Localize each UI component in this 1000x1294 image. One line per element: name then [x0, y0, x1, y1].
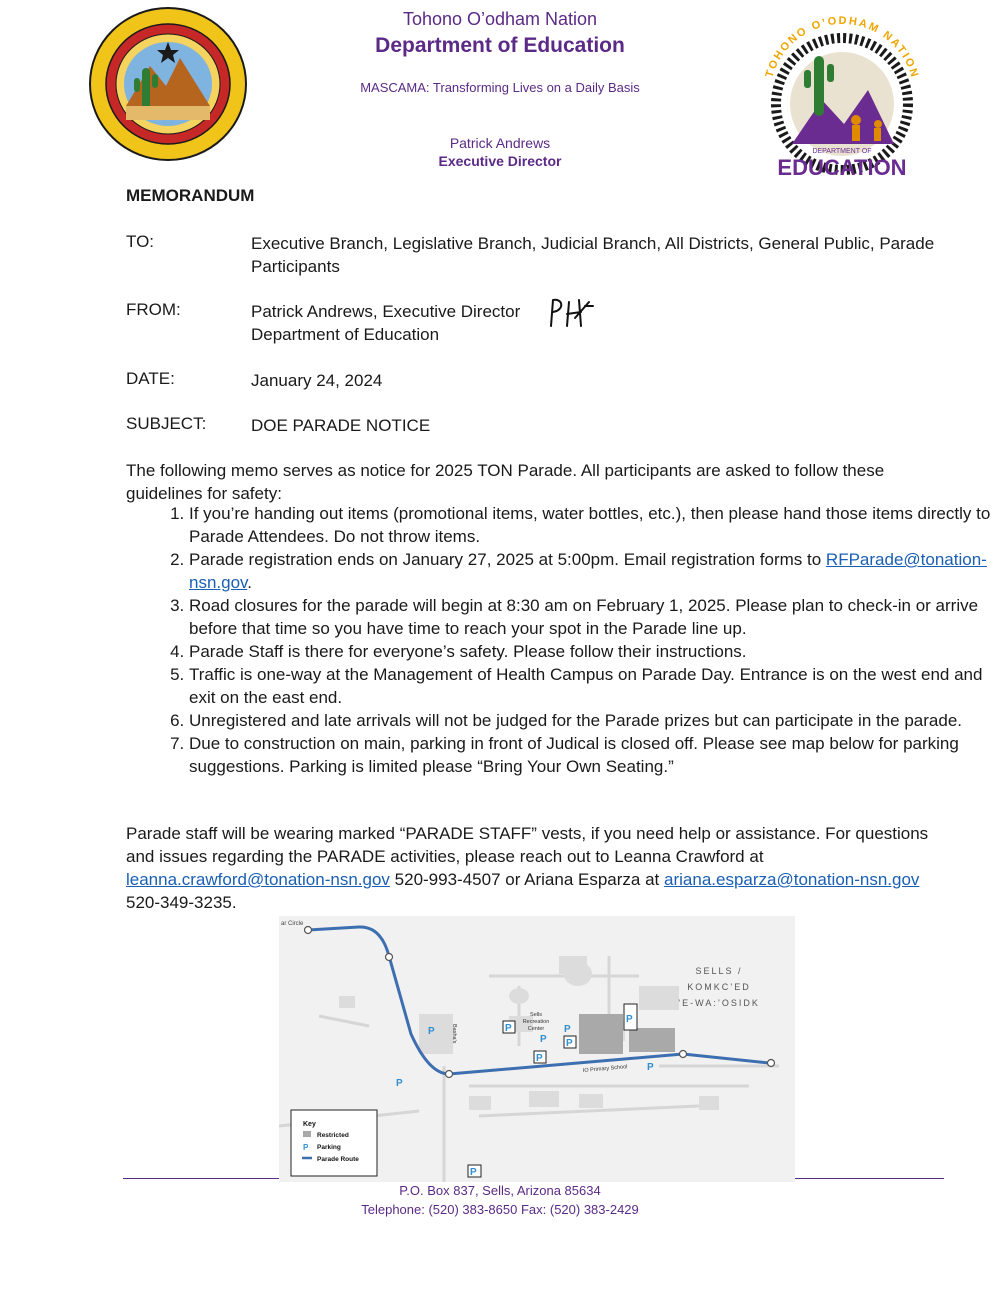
parking-marker: P	[396, 1078, 403, 1089]
logo-big-text: EDUCATION	[777, 155, 907, 179]
registration-email-link[interactable]: RFParade@tonation-nsn.gov	[189, 550, 987, 592]
map-key	[291, 1110, 377, 1176]
to-label: TO:	[126, 232, 155, 251]
key-parking-symbol: P	[303, 1143, 309, 1152]
from-label: FROM:	[126, 300, 181, 319]
from-line-2: Department of Education	[251, 325, 440, 344]
parking-marker-boxed: P	[470, 1167, 477, 1178]
department-title: Department of Education	[375, 34, 625, 57]
parking-marker-boxed: P	[536, 1053, 543, 1064]
department-of-education-logo	[752, 4, 932, 184]
date-value: January 24, 2024	[251, 371, 383, 390]
key-parking: Parking	[317, 1144, 341, 1151]
parade-route-map	[279, 916, 795, 1182]
guidelines-list	[126, 502, 1000, 778]
map-town-label-1: SELLS /	[695, 966, 743, 976]
contact-email-ariana[interactable]: ariana.esparza@tonation-nsn.gov	[664, 870, 920, 889]
parking-marker: P	[540, 1034, 547, 1045]
parking-marker: P	[647, 1062, 654, 1073]
map-town-label-2: KOMKC’ED	[687, 982, 751, 992]
contact-email-leanna[interactable]: leanna.crawford@tonation-nsn.gov	[126, 870, 390, 889]
intro-paragraph: The following memo serves as notice for 2025 TON Parade. All participants are asked to follow these guidelines for safety:	[126, 461, 885, 503]
map-road-label: Basha's	[451, 1024, 457, 1044]
key-title: Key	[303, 1121, 316, 1128]
guideline-item: 3. Road closures for the parade will begin at 8:30 am on February 1, 2025. Please plan to check-in or arrive before that time so you have time to reach your spot in the Parade line up.	[189, 594, 1000, 640]
director-name: Patrick Andrews	[449, 135, 551, 151]
key-route: Parade Route	[317, 1156, 359, 1163]
map-school-label: IO Primary School	[582, 1064, 628, 1074]
map-rec-center-3: Center	[527, 1026, 545, 1032]
logo-small-text: DEPARTMENT OF	[812, 148, 872, 155]
guideline-item: 6. Unregistered and late arrivals will not be judged for the Parade prizes but can participate in the parade.	[189, 709, 1000, 732]
map-rec-center-2: Recreation	[522, 1019, 550, 1025]
closing-paragraph: Parade staff will be wearing marked “PARADE STAFF” vests, if you need help or assistance. For questions and issues regarding the PARADE activities, please reach out to Leanna Crawford at leanna.crawford@tonation-nsn.gov 520-993-4507 or Ariana Esparza at ariana.esparza@tonation-nsn.gov 520-349-3235.	[126, 824, 929, 912]
guideline-item: 7. Due to construction on main, parking in front of Judical is closed off. Please see map below for parking suggestions. Parking is limited please “Bring Your Own Seating.”	[189, 732, 1000, 778]
footer-address: P.O. Box 837, Sells, Arizona 85634	[399, 1183, 601, 1198]
footer-phones: Telephone: (520) 383-8650 Fax: (520) 383-2429	[361, 1202, 639, 1217]
memo-heading: MEMORANDUM	[126, 186, 255, 205]
parking-marker-boxed: P	[566, 1038, 573, 1049]
nation-name: Tohono O’odham Nation	[402, 9, 598, 29]
logo-arc-text: TOHONO O’ODHAM NATION	[763, 14, 921, 81]
date-label: DATE:	[126, 369, 175, 388]
guideline-item: 1. If you’re handing out items (promotional items, water bottles, etc.), then please hand those items directly to Parade Attendees. Do not throw items.	[189, 502, 1000, 548]
motto: MASCAMA: Transforming Lives on a Daily Basis	[360, 80, 640, 95]
signature	[545, 296, 595, 335]
to-value: Executive Branch, Legislative Branch, Judicial Branch, All Districts, General Public, Parade Participants	[251, 234, 935, 276]
guideline-item: 5. Traffic is one-way at the Management of Health Campus on Parade Day. Entrance is on the west end and exit on the east end.	[189, 663, 1000, 709]
parking-marker-boxed: P	[626, 1014, 633, 1025]
map-corner-label: ar Circle	[281, 921, 304, 927]
guideline-item: 2. Parade registration ends on January 27, 2025 at 5:00pm. Email registration forms to RFParade@tonation-nsn.gov.	[189, 548, 1000, 594]
map-town-label-3: ’E-WA:’OSIDK	[678, 998, 760, 1008]
parking-marker-boxed: P	[505, 1023, 512, 1034]
parking-marker: P	[564, 1024, 571, 1035]
key-restricted: Restricted	[317, 1132, 349, 1139]
map-rec-center-1: Sells	[530, 1012, 542, 1018]
guideline-item: 4. Parade Staff is there for everyone’s safety. Please follow their instructions.	[189, 640, 1000, 663]
subject-value: DOE PARADE NOTICE	[251, 416, 431, 435]
director-title: Executive Director	[438, 153, 562, 169]
parking-marker: P	[428, 1026, 435, 1037]
from-line-1: Patrick Andrews, Executive Director	[251, 302, 521, 321]
subject-label: SUBJECT:	[126, 414, 207, 433]
